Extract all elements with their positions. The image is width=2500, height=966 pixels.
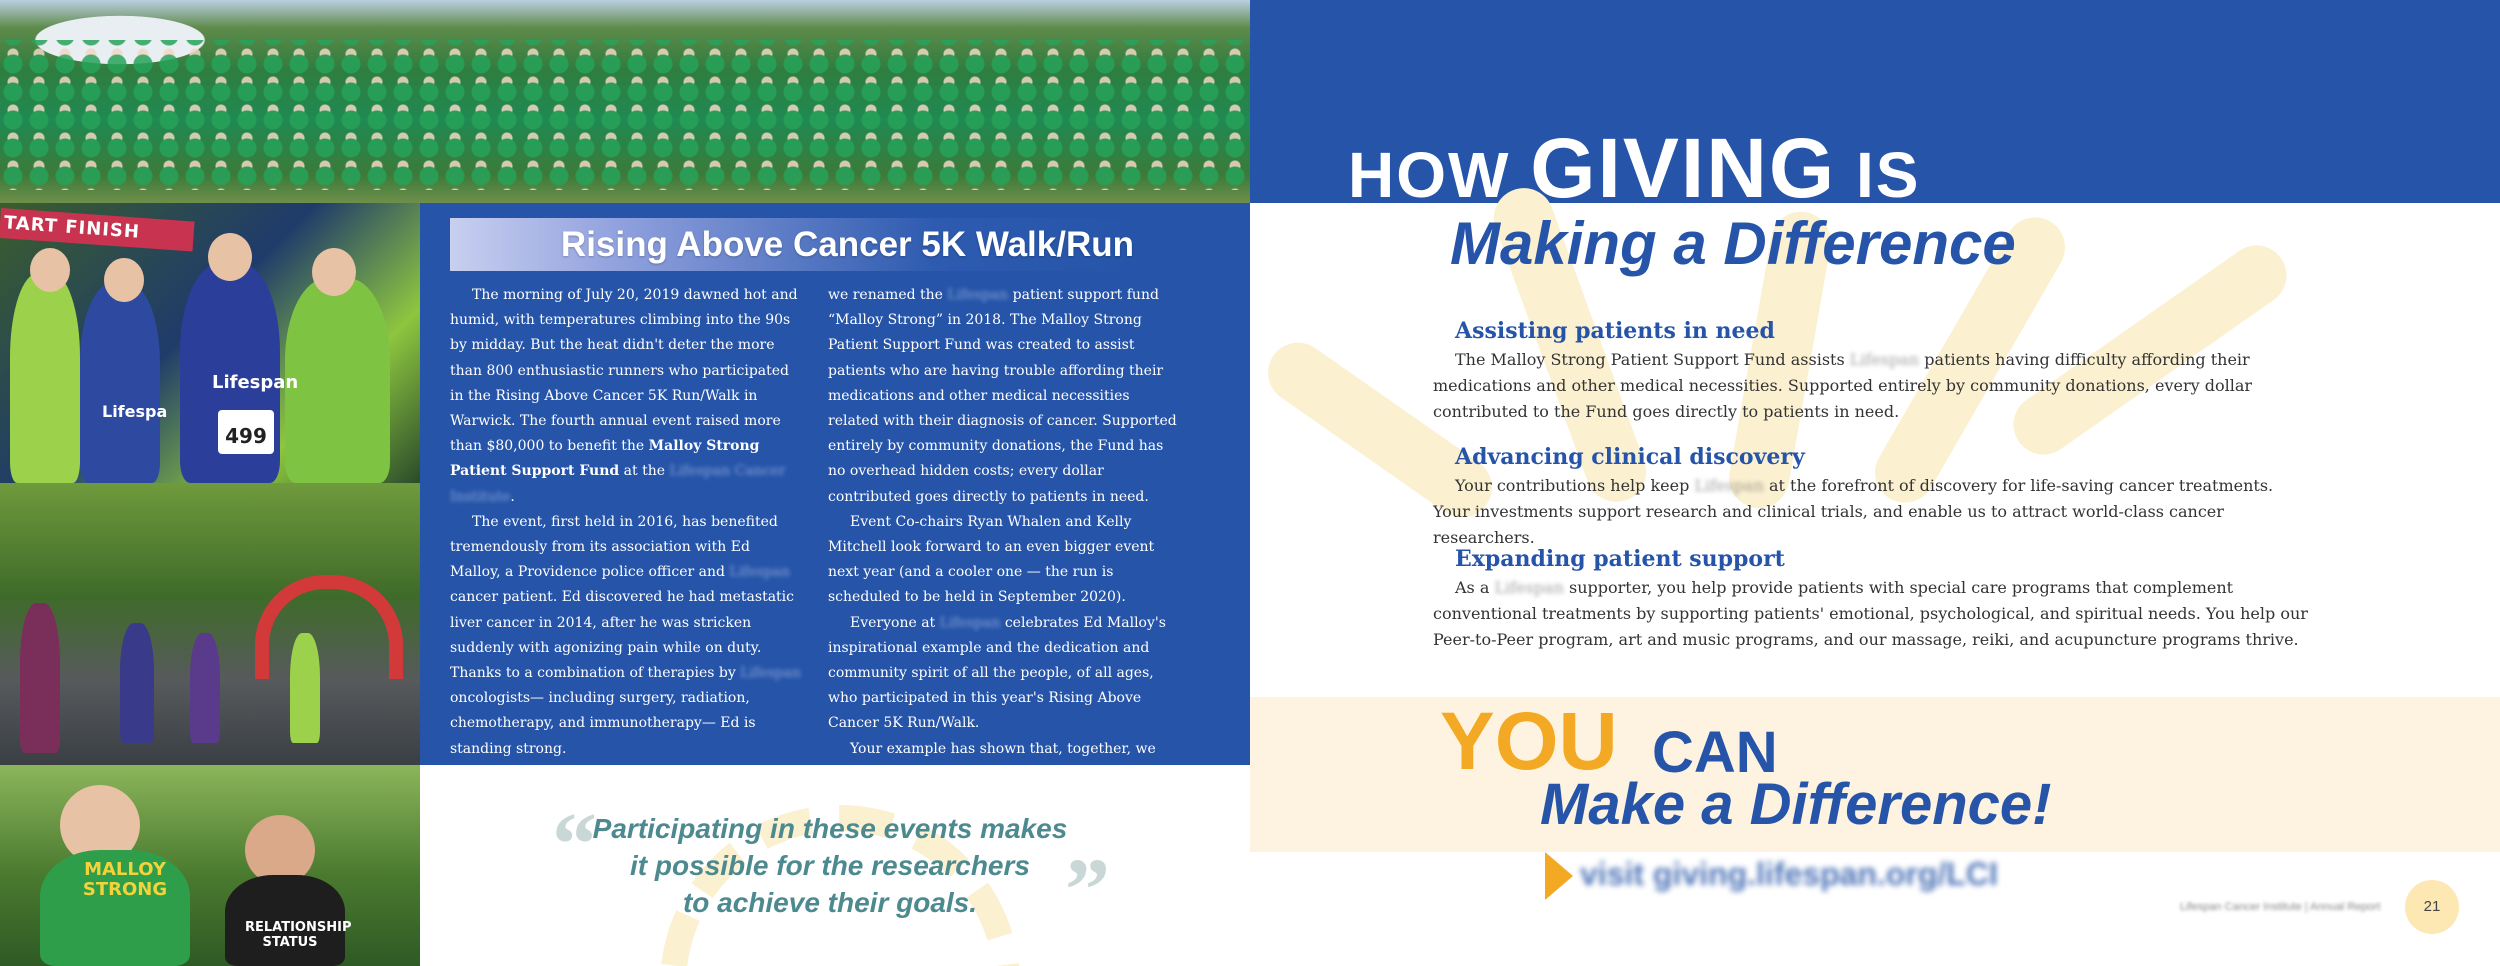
redacted-name: Lifespan bbox=[740, 665, 801, 682]
redacted-name: Lifespan bbox=[1494, 578, 1564, 597]
runner-figure bbox=[80, 283, 160, 483]
article-text: The event, first held in 2016, has benefited tremendously from its association with Ed Malloy, a Providence police officer and bbox=[450, 513, 778, 581]
article-text: celebrates Ed Malloy's inspirational example and the dedication and community spirit of all the people, of all ages, who participated in this year's Rising Above Cancer 5K Run/Walk. bbox=[828, 614, 1166, 732]
article-text: we renamed the bbox=[828, 287, 948, 303]
page-title bbox=[1348, 121, 1921, 215]
fund-name: Malloy Strong Patient Support Fund bbox=[450, 438, 760, 480]
crowd-figures bbox=[0, 40, 1250, 190]
malloy-photo bbox=[0, 765, 420, 966]
article-title: Rising Above Cancer 5K Walk/Run bbox=[450, 218, 1140, 271]
runner-figure bbox=[10, 273, 80, 483]
article-column-1 bbox=[450, 283, 802, 787]
runner-figure bbox=[190, 633, 220, 743]
article-text: . bbox=[510, 488, 515, 505]
article-paragraph bbox=[450, 510, 802, 762]
article-text: The morning of July 20, 2019 dawned hot and humid, with temperatures climbing into the 90s by midday. But the heat didn't deter the more than 800 enthusiastic runners who participated in the Rising Above Cancer 5K Run/Walk in Warwick. The fourth annual event raised more than $80,000 to benefit the bbox=[450, 287, 798, 455]
runners-photo bbox=[0, 203, 420, 483]
open-quote-icon: “ bbox=[552, 795, 597, 894]
quote-line: to achieve their goals. bbox=[682, 887, 978, 918]
giving-link[interactable]: visit giving.lifespan.org/LCI bbox=[1580, 856, 1998, 892]
runner-face bbox=[30, 248, 70, 292]
runner-figure bbox=[20, 603, 60, 753]
section-text: patients having difficulty affording their medications and other medical necessities. Supported entirely by community donations, every dollar contributed to the Fund goes directly to patients in need. bbox=[1433, 350, 2253, 421]
cta-make-difference: Make a Difference! bbox=[1540, 772, 2052, 837]
article-paragraph bbox=[828, 283, 1180, 510]
redacted-name: Lifespan Cancer Institute bbox=[450, 463, 786, 505]
section-text: supporter, you help provide patients with special care programs that complement conventional treatments by supporting patients' emotional, psychological, and spiritual needs. You help our Peer-to-Peer program, art and music programs, and our massage, reiki, and acupuncture programs thrive. bbox=[1433, 578, 2308, 649]
article-paragraph bbox=[450, 283, 802, 510]
redacted-name: Lifespan bbox=[947, 287, 1009, 303]
article-paragraph bbox=[828, 611, 1180, 737]
pull-quote bbox=[570, 810, 1090, 921]
section-heading: Assisting patients in need bbox=[1455, 318, 1775, 344]
quote-line: Participating in these events makes bbox=[592, 813, 1068, 844]
runner-figure bbox=[120, 623, 154, 743]
race-bib: 499 bbox=[218, 410, 274, 454]
relationship-shirt-text: RELATIONSHIP STATUS bbox=[245, 920, 352, 950]
section-text: at the forefront of discovery for life-saving cancer treatments. Your investments support research and clinical trials, and enable us to attract world-class cancer researchers. bbox=[1433, 476, 2274, 547]
article-paragraph bbox=[828, 510, 1180, 611]
crowd-photo bbox=[0, 0, 1250, 203]
article-text: at the bbox=[619, 463, 670, 480]
runner-face bbox=[312, 248, 356, 296]
redacted-name: Lifespan bbox=[1694, 476, 1764, 495]
close-quote-icon: ” bbox=[1065, 841, 1110, 940]
cta-can: CAN bbox=[1652, 720, 1778, 785]
article-text: patient support fund “Malloy Strong” in 2018. The Malloy Strong Patient Support Fund was created to assist patients who are having trouble affording their medications and other medical necessities related with their diagnosis of cancer. Supported entirely by community donations, the Fund has no overhead hidden costs; every dollar contributed goes directly to patients in need. bbox=[828, 287, 1177, 505]
cta-you: YOU bbox=[1440, 696, 1618, 787]
redacted-name: Lifespan bbox=[1849, 350, 1920, 369]
redacted-name: Lifespan bbox=[729, 564, 791, 581]
footer-note: Lifespan Cancer Institute | Annual Report bbox=[2180, 901, 2381, 913]
section-heading: Expanding patient support bbox=[1455, 546, 1785, 572]
article-column-2 bbox=[828, 283, 1180, 787]
malloy-shirt-text: MALLOY STRONG bbox=[82, 859, 168, 900]
section-body bbox=[1433, 347, 2313, 425]
runner-figure bbox=[285, 278, 390, 483]
title-word: GIVING bbox=[1530, 121, 1837, 215]
page-subtitle: Making a Difference bbox=[1450, 210, 2016, 277]
section-text: As a bbox=[1455, 578, 1495, 597]
section-body bbox=[1433, 575, 2313, 653]
page-number: 21 bbox=[2405, 880, 2459, 934]
shirt-logo: Lifespa bbox=[102, 402, 168, 421]
article-text: Event Co-chairs Ryan Whalen and Kelly Mitchell look forward to an even bigger event next year (and a cooler one — the run is scheduled to be held in September 2020). bbox=[828, 513, 1155, 606]
quote-line: it possible for the researchers bbox=[630, 850, 1030, 881]
section-text: The Malloy Strong Patient Support Fund assists bbox=[1455, 350, 1850, 369]
article-text: oncologists— including surgery, radiation, chemotherapy, and immunotherapy— Ed is standing strong. bbox=[450, 690, 756, 757]
section-text: Your contributions help keep bbox=[1455, 476, 1695, 495]
redacted-name: Lifespan bbox=[939, 614, 1001, 631]
article-text: cancer patient. Ed discovered he had metastatic liver cancer in 2014, after he was stricken suddenly with agonizing pain while on duty. Thanks to a combination of therapies by bbox=[450, 589, 794, 682]
title-word: IS bbox=[1836, 139, 1921, 211]
runner-face bbox=[208, 233, 252, 281]
arrow-icon bbox=[1545, 852, 1573, 900]
section-heading: Advancing clinical discovery bbox=[1455, 444, 1805, 470]
section-body bbox=[1433, 473, 2313, 551]
shirt-logo: Lifespan bbox=[212, 372, 299, 393]
article-text: Everyone at bbox=[850, 614, 940, 631]
runner-face bbox=[104, 258, 144, 302]
article-text: Your example has shown that, together, we bbox=[850, 740, 1156, 757]
title-word: HOW bbox=[1348, 139, 1531, 211]
finish-banner: TART FINISH bbox=[0, 208, 195, 251]
